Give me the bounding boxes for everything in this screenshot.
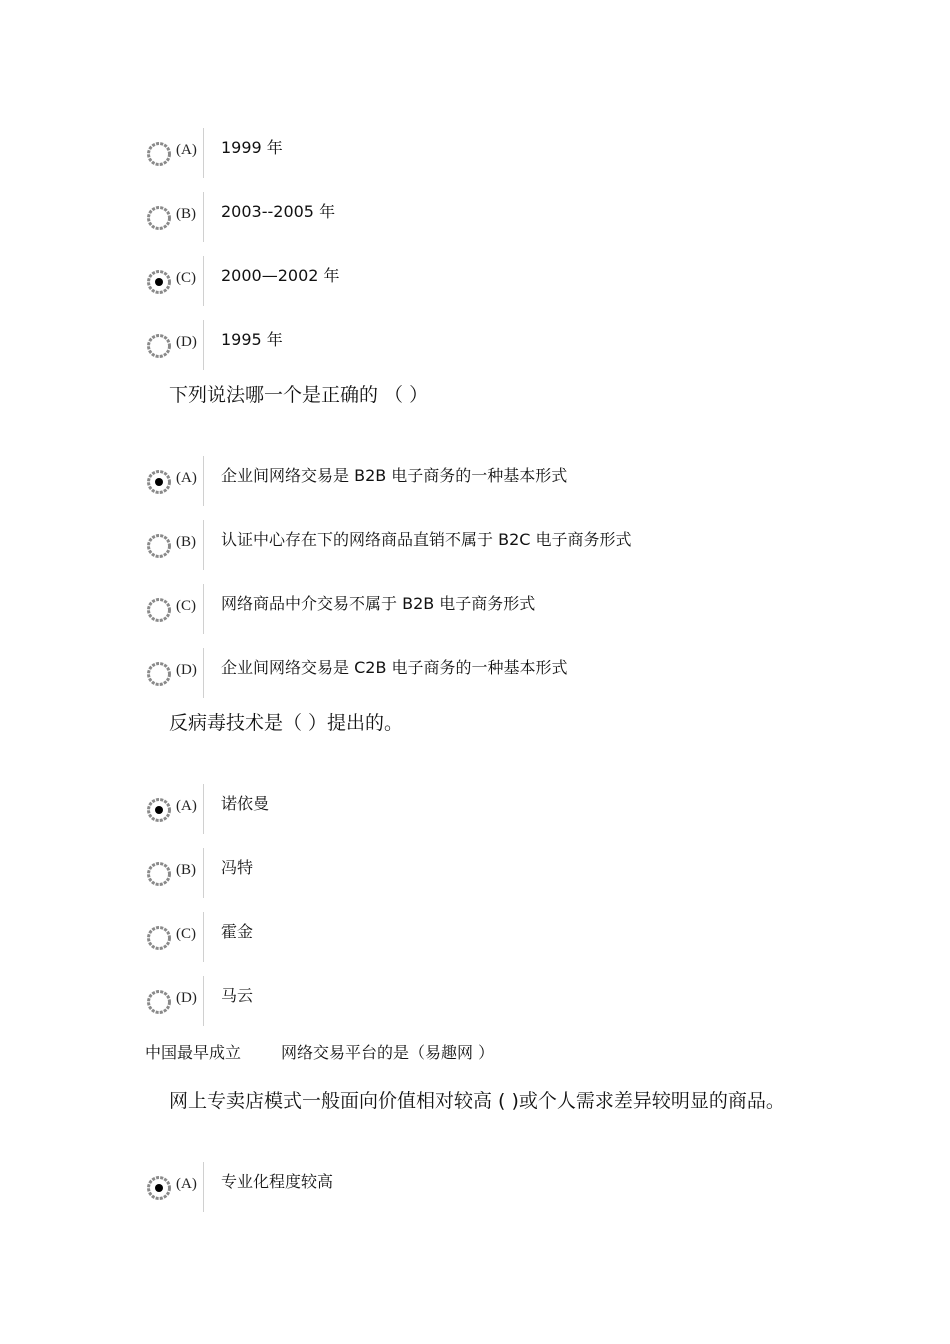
radio-unselected-icon[interactable] [146, 597, 172, 623]
option-q2-c[interactable] [0, 584, 950, 634]
option-q3-a[interactable] [0, 784, 950, 834]
option-text: 企业间网络交易是 B2B 电子商务的一种基本形式 [221, 466, 568, 485]
option-letter: (C) [176, 270, 196, 286]
radio-unselected-icon[interactable] [146, 661, 172, 687]
option-text: 2003--2005 年 [221, 202, 336, 221]
option-text: 认证中心存在下的网络商品直销不属于 B2C 电子商务形式 [221, 530, 632, 549]
question-text: 网上专卖店模式一般面向价值相对较高 ( )或个人需求差异较明显的商品。 [169, 1090, 785, 1112]
note-line [145, 1040, 494, 1063]
option-text: 马云 [221, 986, 254, 1005]
option-divider [203, 784, 204, 834]
option-letter: (A) [176, 470, 197, 486]
option-letter: (D) [176, 662, 197, 678]
option-q2-a[interactable] [0, 456, 950, 506]
option-divider [203, 456, 204, 506]
radio-selected-icon[interactable] [146, 1175, 172, 1201]
option-text: 企业间网络交易是 C2B 电子商务的一种基本形式 [221, 658, 568, 677]
option-q1-c[interactable] [0, 256, 950, 306]
option-text: 诺依曼 [221, 794, 270, 813]
option-letter: (D) [176, 990, 197, 1006]
option-letter: (B) [176, 862, 196, 878]
option-text: 2000—2002 年 [221, 266, 340, 285]
option-q3-b[interactable] [0, 848, 950, 898]
radio-selected-icon[interactable] [146, 469, 172, 495]
option-letter: (B) [176, 534, 196, 550]
option-text: 网络商品中介交易不属于 B2B 电子商务形式 [221, 594, 536, 613]
note-part2: 网络交易平台的是（易趣网 ） [281, 1043, 495, 1062]
radio-unselected-icon[interactable] [146, 925, 172, 951]
question-text: 下列说法哪一个是正确的 （ ） [169, 384, 429, 406]
option-divider [203, 192, 204, 242]
option-text: 1995 年 [221, 330, 283, 349]
option-letter: (A) [176, 142, 197, 158]
option-divider [203, 320, 204, 370]
radio-unselected-icon[interactable] [146, 205, 172, 231]
option-divider [203, 520, 204, 570]
option-q1-d[interactable] [0, 320, 950, 370]
radio-unselected-icon[interactable] [146, 989, 172, 1015]
option-letter: (A) [176, 798, 197, 814]
option-text: 1999 年 [221, 138, 283, 157]
question-text: 反病毒技术是（ ）提出的。 [169, 712, 404, 734]
radio-unselected-icon[interactable] [146, 333, 172, 359]
option-divider [203, 848, 204, 898]
option-q1-a[interactable] [0, 128, 950, 178]
option-text: 霍金 [221, 922, 254, 941]
option-letter: (C) [176, 926, 196, 942]
option-letter: (B) [176, 206, 196, 222]
option-divider [203, 128, 204, 178]
radio-selected-icon[interactable] [146, 269, 172, 295]
option-letter: (A) [176, 1176, 197, 1192]
option-divider [203, 256, 204, 306]
option-divider [203, 648, 204, 698]
radio-unselected-icon[interactable] [146, 141, 172, 167]
option-q4-a[interactable] [0, 1162, 950, 1212]
radio-selected-icon[interactable] [146, 797, 172, 823]
option-text: 专业化程度较高 [221, 1172, 334, 1191]
option-q2-b[interactable] [0, 520, 950, 570]
option-letter: (D) [176, 334, 197, 350]
radio-unselected-icon[interactable] [146, 533, 172, 559]
option-text: 冯特 [221, 858, 254, 877]
option-letter: (C) [176, 598, 196, 614]
option-q1-b[interactable] [0, 192, 950, 242]
option-q3-c[interactable] [0, 912, 950, 962]
option-divider [203, 1162, 204, 1212]
option-divider [203, 976, 204, 1026]
radio-unselected-icon[interactable] [146, 861, 172, 887]
option-q3-d[interactable] [0, 976, 950, 1026]
note-part1: 中国最早成立 [145, 1043, 242, 1062]
option-divider [203, 584, 204, 634]
option-divider [203, 912, 204, 962]
option-q2-d[interactable] [0, 648, 950, 698]
